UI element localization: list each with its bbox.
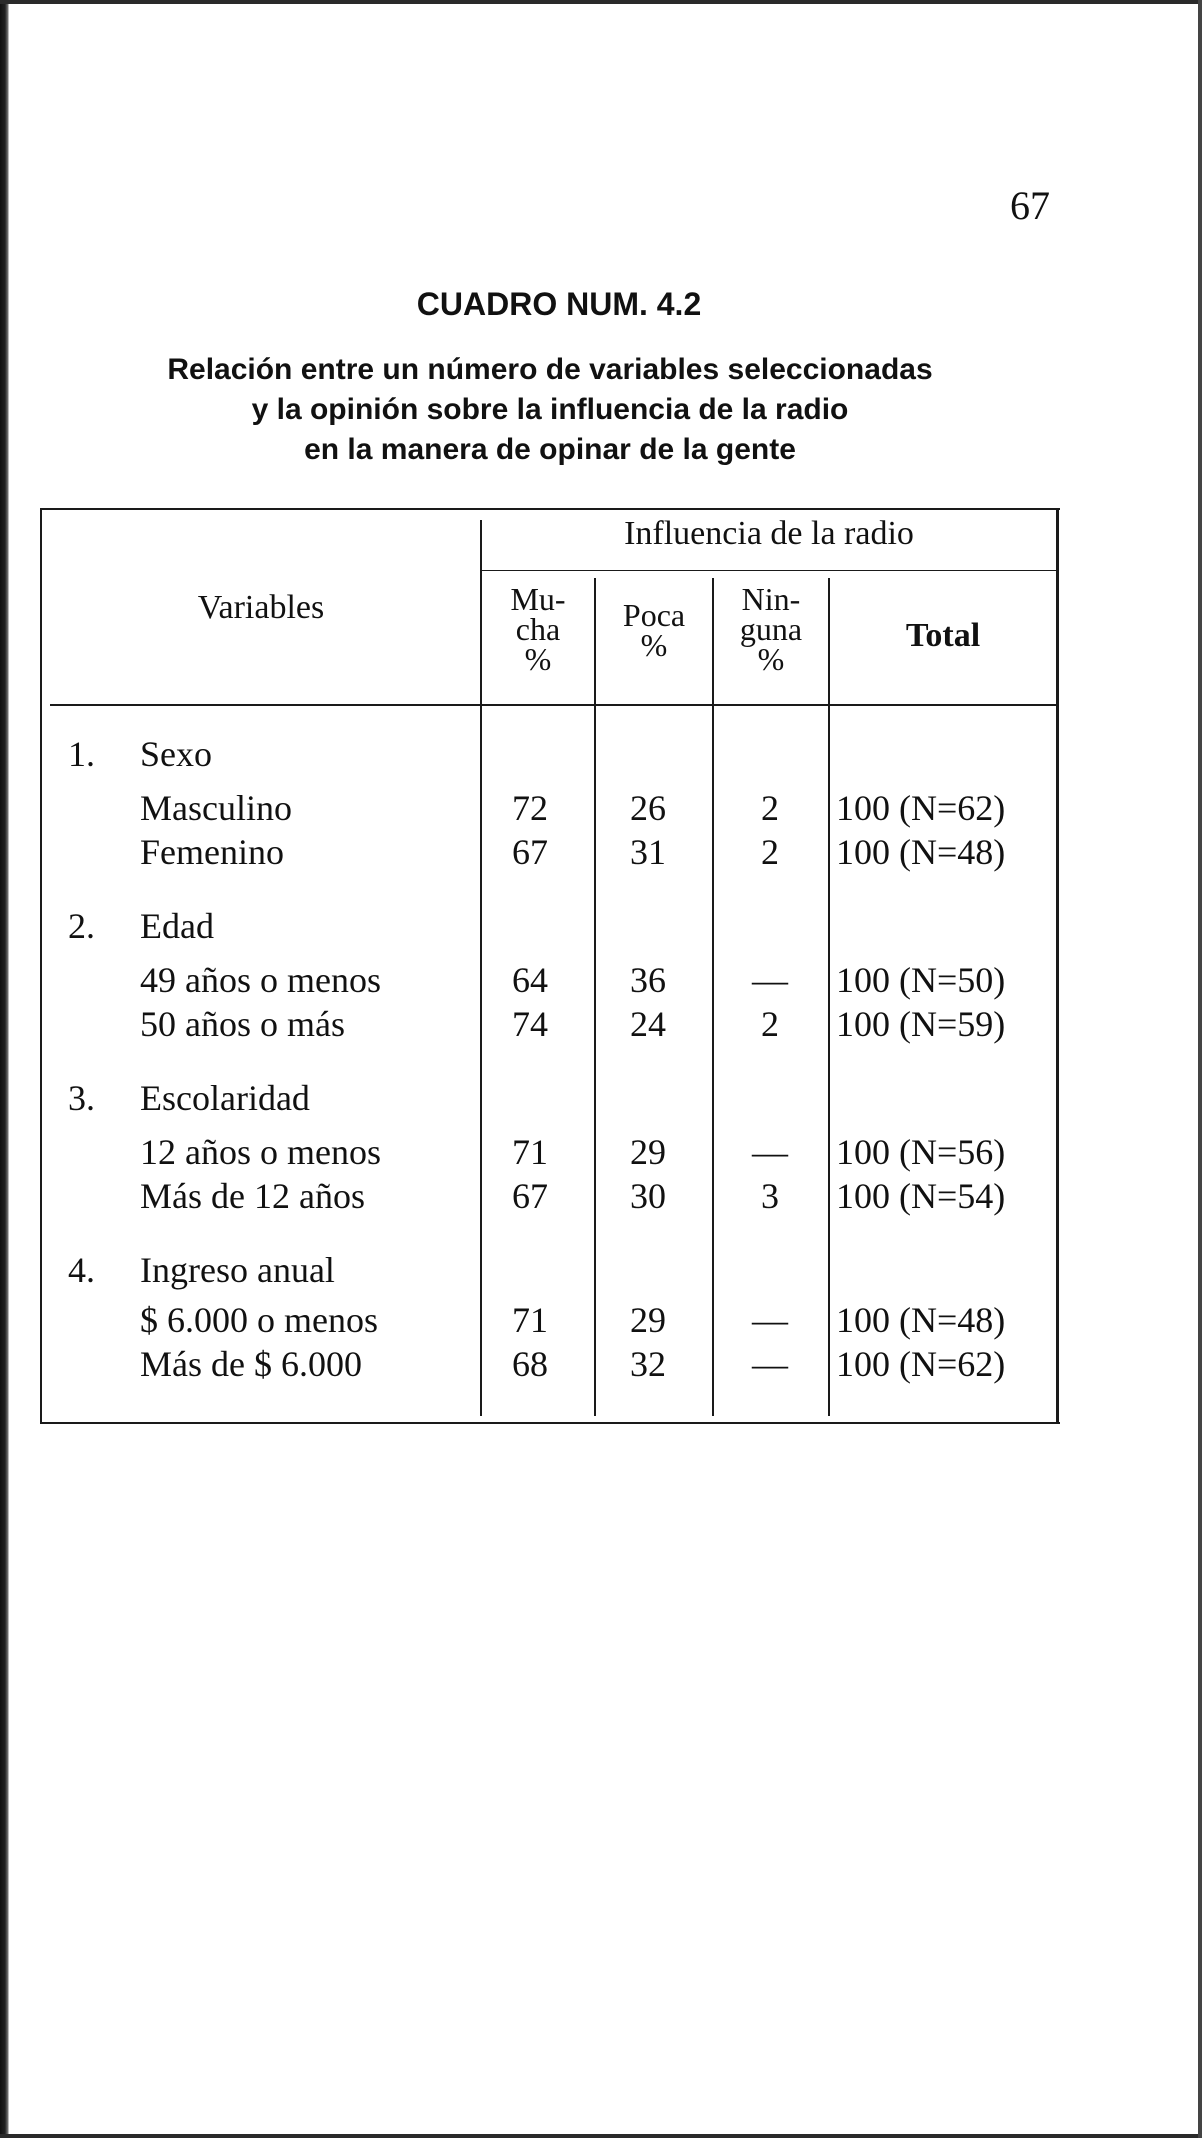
value-ninguna: — xyxy=(752,1132,788,1172)
value-mucha: 71 xyxy=(512,1132,548,1172)
table-title: CUADRO NUM. 4.2 xyxy=(416,286,702,322)
value-poca: 24 xyxy=(630,1004,666,1044)
row-label: Más de 12 años xyxy=(140,1176,365,1216)
column-header-poca: Poca % xyxy=(622,597,686,663)
value-ninguna: — xyxy=(752,960,788,1000)
column-header-ninguna: Nin- guna % xyxy=(739,581,803,677)
scan-edge-right xyxy=(1198,0,1202,2138)
value-poca: 32 xyxy=(630,1344,666,1384)
value-total: 100 (N=48) xyxy=(836,1300,1006,1340)
subtitle-line: Relación entre un número de variables seleccionadas xyxy=(167,353,933,386)
row-label: Femenino xyxy=(140,832,284,872)
table-right-border xyxy=(1056,508,1059,1424)
section-number: 2. xyxy=(68,906,95,946)
section-name: Ingreso anual xyxy=(140,1250,335,1290)
value-ninguna: 2 xyxy=(761,788,779,828)
value-ninguna: 2 xyxy=(761,1004,779,1044)
value-poca: 26 xyxy=(630,788,666,828)
value-total: 100 (N=59) xyxy=(836,1004,1006,1044)
section-name: Edad xyxy=(140,906,214,946)
value-mucha: 64 xyxy=(512,960,548,1000)
scan-edge-bottom xyxy=(0,2134,1202,2138)
page-number: 67 xyxy=(1010,183,1050,228)
group-header-rule xyxy=(480,570,1056,571)
value-ninguna: — xyxy=(752,1300,788,1340)
value-total: 100 (N=48) xyxy=(836,832,1006,872)
value-poca: 36 xyxy=(630,960,666,1000)
header-bottom-rule xyxy=(50,704,1056,706)
value-total: 100 (N=56) xyxy=(836,1132,1006,1172)
table-left-border xyxy=(40,508,42,1424)
row-label: 12 años o menos xyxy=(140,1132,381,1172)
value-total: 100 (N=50) xyxy=(836,960,1006,1000)
section-number: 4. xyxy=(68,1250,95,1290)
value-mucha: 67 xyxy=(512,832,548,872)
value-poca: 30 xyxy=(630,1176,666,1216)
section-number: 1. xyxy=(68,734,95,774)
value-mucha: 72 xyxy=(512,788,548,828)
scan-edge-top xyxy=(0,0,1202,4)
value-ninguna: 3 xyxy=(761,1176,779,1216)
row-label: 50 años o más xyxy=(140,1004,345,1044)
row-label: 49 años o menos xyxy=(140,960,381,1000)
value-total: 100 (N=54) xyxy=(836,1176,1006,1216)
section-number: 3. xyxy=(68,1078,95,1118)
subtitle-line: y la opinión sobre la influencia de la radio xyxy=(251,393,849,426)
value-total: 100 (N=62) xyxy=(836,788,1006,828)
section-name: Sexo xyxy=(140,734,212,774)
column-header-variables: Variables xyxy=(197,589,325,626)
section-name: Escolaridad xyxy=(140,1078,310,1118)
row-label: $ 6.000 o menos xyxy=(140,1300,378,1340)
column-divider-3 xyxy=(712,578,714,1416)
value-mucha: 74 xyxy=(512,1004,548,1044)
table-top-rule xyxy=(40,508,1060,510)
table-subtitle xyxy=(0,350,1100,470)
column-header-total: Total xyxy=(905,617,981,654)
value-poca: 31 xyxy=(630,832,666,872)
table-bottom-rule xyxy=(40,1422,1060,1424)
value-mucha: 71 xyxy=(512,1300,548,1340)
value-mucha: 68 xyxy=(512,1344,548,1384)
column-divider-4 xyxy=(828,578,830,1416)
value-total: 100 (N=62) xyxy=(836,1344,1006,1384)
row-label: Más de $ 6.000 xyxy=(140,1344,362,1384)
value-poca: 29 xyxy=(630,1132,666,1172)
value-ninguna: 2 xyxy=(761,832,779,872)
value-ninguna: — xyxy=(752,1344,788,1384)
row-label: Masculino xyxy=(140,788,292,828)
column-header-mucha: Mu- cha % xyxy=(510,581,566,677)
value-mucha: 67 xyxy=(512,1176,548,1216)
group-header: Influencia de la radio xyxy=(624,515,914,552)
subtitle-line: en la manera de opinar de la gente xyxy=(304,433,796,466)
column-divider-2 xyxy=(594,578,596,1416)
value-poca: 29 xyxy=(630,1300,666,1340)
